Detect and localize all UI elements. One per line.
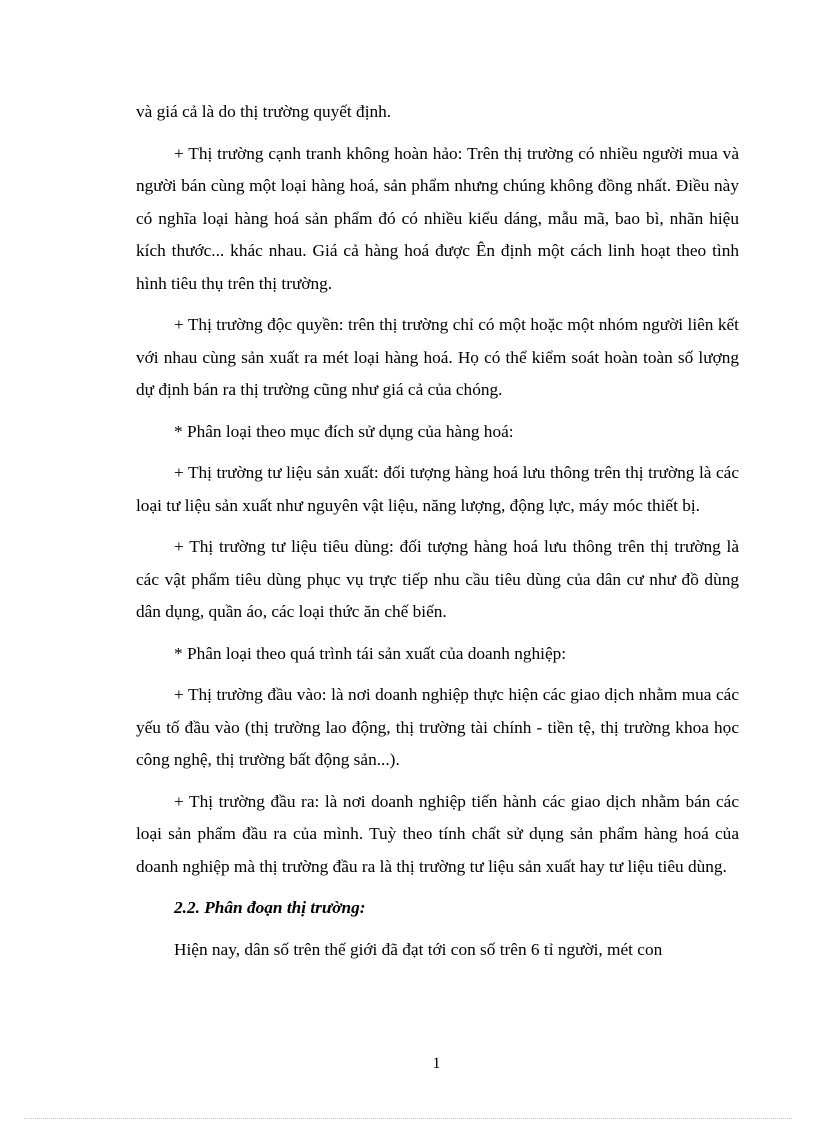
document-page	[136, 96, 739, 975]
paragraph-output-market: + Thị trường đầu ra: là nơi doanh nghiệp tiến hành các giao dịch nhằm bán các loại sản phẩm đầu ra của mình. Tuỳ theo tính chất sử dụng sản phẩm hàng hoá của doanh nghiệp mà thị trường đầu ra là thị trường tư liệu sản xuất hay tư liệu tiêu dùng.	[136, 791, 739, 876]
page-bottom-divider	[24, 1118, 792, 1119]
paragraph-continuation: và giá cả là do thị trường quyết định.	[136, 102, 392, 121]
paragraph-production-goods-market: + Thị trường tư liệu sản xuất: đối tượng hàng hoá lưu thông trên thị trường là các loại tư liệu sản xuất như nguyên vật liệu, năng lượng, động lực, máy móc thiết bị.	[136, 463, 739, 515]
section-heading: 2.2. Phân đoạn thị trường:	[174, 898, 366, 917]
paragraph-input-market: + Thị trường đầu vào: là nơi doanh nghiệp thực hiện các giao dịch nhằm mua các yếu tố đầu vào (thị trường lao động, thị trường tài chính - tiền tệ, thị trường khoa học công nghệ, thị trường bất động sản...).	[136, 685, 739, 769]
paragraph-consumer-goods-market: + Thị trường tư liệu tiêu dùng: đối tượng hàng hoá lưu thông trên thị trường là các vật phẩm tiêu dùng phục vụ trực tiếp nhu cầu tiêu dùng của dân cư như đồ dùng dân dụng, quần áo, các loại thức ăn chế biến.	[136, 537, 739, 621]
paragraph-monopoly: + Thị trường độc quyền: trên thị trường chỉ có một hoặc một nhóm người liên kết với nhau cùng sản xuất ra mét loại hàng hoá. Họ có thể kiểm soát hoàn toàn số lượng dự định bán ra thị trường cũng như giá cả của chóng.	[136, 315, 739, 399]
paragraph-segmentation-intro: Hiện nay, dân số trên thế giới đã đạt tới con số trên 6 tỉ người, mét con	[174, 939, 663, 959]
paragraph-imperfect-competition: + Thị trường cạnh tranh không hoàn hảo: Trên thị trường có nhiều người mua và người bán cùng một loại hàng hoá, sản phẩm nhưng chúng không đồng nhất. Điều này có nghĩa loại hàng hoá sản phẩm đó có nhiều kiểu dáng, mẫu mã, bao bì, nhãn hiệu kích thước... khác nhau. Giá cả hàng hoá được Ên định một cách linh hoạt theo tình hình tiêu thụ trên thị trường.	[136, 143, 739, 293]
page-number: 1	[432, 1055, 441, 1072]
paragraph-classification-by-use: * Phân loại theo mục đích sử dụng của hàng hoá:	[174, 421, 514, 441]
paragraph-classification-by-reproduction: * Phân loại theo quá trình tái sản xuất của doanh nghiệp:	[174, 643, 567, 663]
